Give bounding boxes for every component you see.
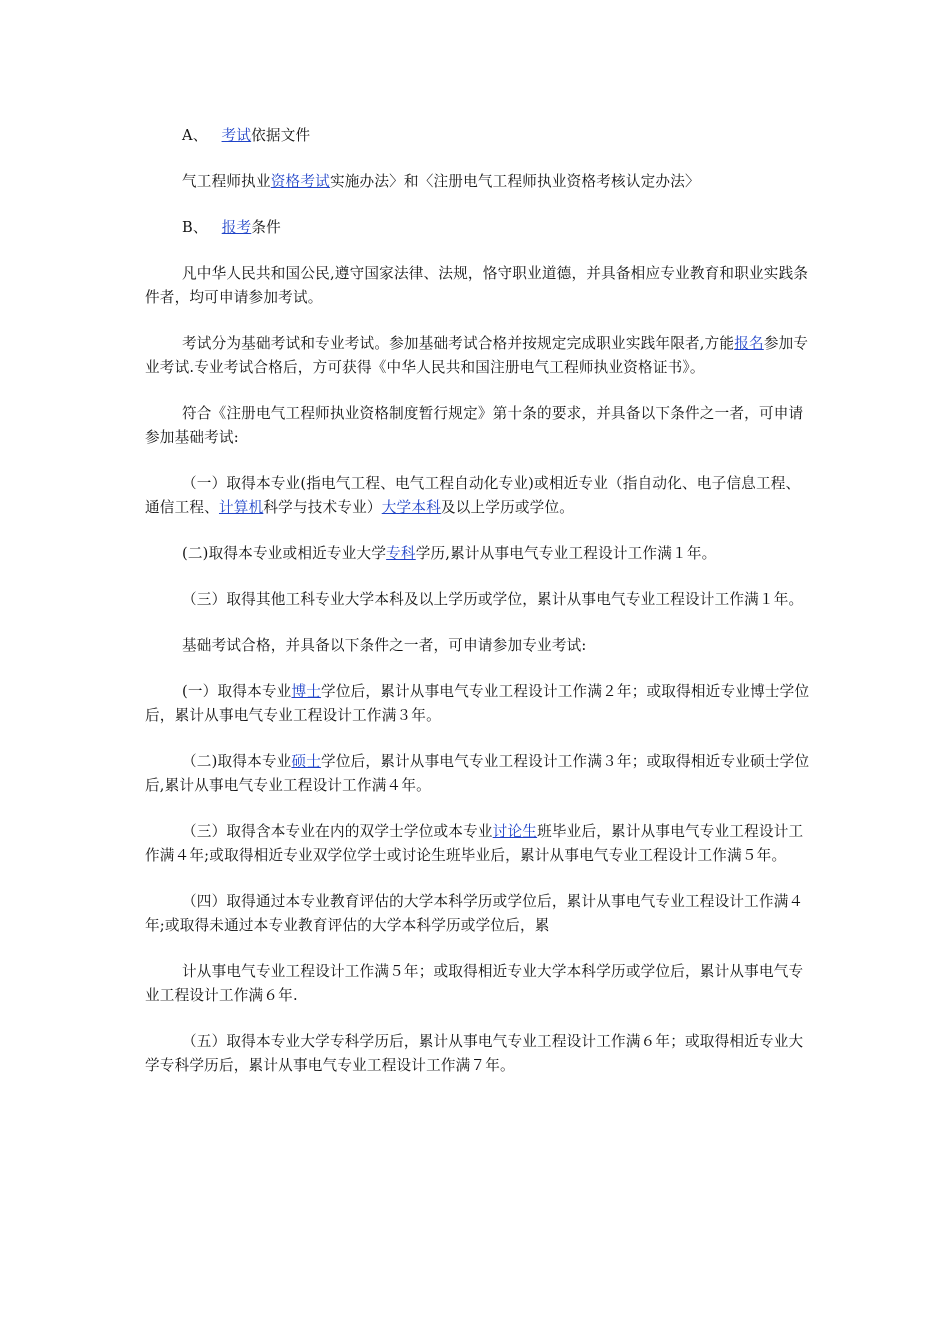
- text: 依据文件: [251, 127, 311, 144]
- text: 凡中华人民共和国公民,遵守国家法律、法规，恪守职业道德，并具备相应专业教育和职业实践条件者，均可申请参加考试。: [145, 265, 809, 306]
- text: 参加专业考试.专业考试合格后，方可获得《中华人民共和国注册电气工程师执业资格证书》。: [145, 335, 809, 376]
- document-body: [145, 124, 810, 1100]
- link-baokao[interactable]: 报考: [221, 219, 252, 236]
- text: （五）取得本专业大学专科学历后，累计从事电气专业工程设计工作满６年；或取得相近专业大学专科学历后，累计从事电气专业工程设计工作满７年。: [145, 1033, 804, 1074]
- para-pro-1: [145, 680, 810, 728]
- text: 学历,累计从事电气专业工程设计工作满１年。: [415, 545, 717, 562]
- text: 基础考试合格，并具备以下条件之一者，可申请参加专业考试:: [182, 637, 587, 654]
- para-b-heading: [145, 216, 810, 240]
- text: (一）取得本专业: [182, 683, 292, 700]
- para-basic-2: [145, 542, 810, 566]
- para-pro-3: [145, 820, 810, 868]
- text: 气工程师执业: [182, 173, 271, 190]
- text: 实施办法〉和〈注册电气工程师执业资格考核认定办法〉: [329, 173, 700, 190]
- text: 科学与技术专业）: [263, 499, 382, 516]
- text: A、: [182, 127, 208, 144]
- text: （三）取得其他工科专业大学本科及以上学历或学位，累计从事电气专业工程设计工作满１年。: [182, 591, 804, 608]
- para-pro-4-cont: [145, 960, 810, 1008]
- text: 条件: [251, 219, 281, 236]
- para-basic-1: [145, 472, 810, 520]
- text: （二)取得本专业: [182, 753, 292, 770]
- text: （四）取得通过本专业教育评估的大学本科学历或学位后，累计从事电气专业工程设计工作满４年;或取得未通过本专业教育评估的大学本科学历或学位后，累: [145, 893, 804, 934]
- link-kaoshi[interactable]: 考试: [221, 127, 252, 144]
- text: 学位后，累计从事电气专业工程设计工作满３年；或取得相近专业硕士学位后,累计从事电气专业工程设计工作满４年。: [145, 753, 810, 794]
- text: 计从事电气专业工程设计工作满５年；或取得相近专业大学本科学历或学位后，累计从事电气专业工程设计工作满６年.: [145, 963, 804, 1004]
- para-pro-4: [145, 890, 810, 938]
- link-boshi[interactable]: 博士: [291, 683, 322, 700]
- link-daxue-benke[interactable]: 大学本科: [381, 499, 441, 516]
- text: B、: [182, 219, 208, 236]
- para-pro-2: [145, 750, 810, 798]
- link-jisuanji[interactable]: 计算机: [218, 499, 264, 516]
- para-basic-exam-conditions: [145, 402, 810, 450]
- para-pro-5: [145, 1030, 810, 1078]
- para-basis: [145, 170, 810, 194]
- para-eligibility: [145, 262, 810, 310]
- link-zhuanke[interactable]: 专科: [386, 545, 416, 562]
- para-pro-exam-conditions: [145, 634, 810, 658]
- link-shuoshi[interactable]: 硕士: [291, 753, 322, 770]
- link-zige-kaoshi[interactable]: 资格考试: [270, 173, 330, 190]
- para-exam-structure: [145, 332, 810, 380]
- text: 学位后，累计从事电气专业工程设计工作满２年；或取得相近专业博士学位后，累计从事电气专业工程设计工作满３年。: [145, 683, 810, 724]
- link-taolunsheng[interactable]: 讨论生: [492, 823, 538, 840]
- text: 班毕业后，累计从事电气专业工程设计工作满４年;或取得相近专业双学位学士或讨论生班毕业后，累计从事电气专业工程设计工作满５年。: [145, 823, 804, 864]
- text: 考试分为基础考试和专业考试。参加基础考试合格并按规定完成职业实践年限者,方能: [182, 335, 735, 352]
- text: 及以上学历或学位。: [440, 499, 575, 516]
- text: （一）取得本专业(指电气工程、电气工程自动化专业)或相近专业（指自动化、电子信息工程、通信工程、: [145, 475, 801, 516]
- link-baoming[interactable]: 报名: [734, 335, 764, 352]
- text: （三）取得含本专业在内的双学士学位或本专业: [182, 823, 493, 840]
- text: 符合《注册电气工程师执业资格制度暂行规定》第十条的要求，并具备以下条件之一者，可申请参加基础考试:: [145, 405, 804, 446]
- para-basic-3: [145, 588, 810, 612]
- para-a-heading: [145, 124, 810, 148]
- text: (二)取得本专业或相近专业大学: [182, 545, 387, 562]
